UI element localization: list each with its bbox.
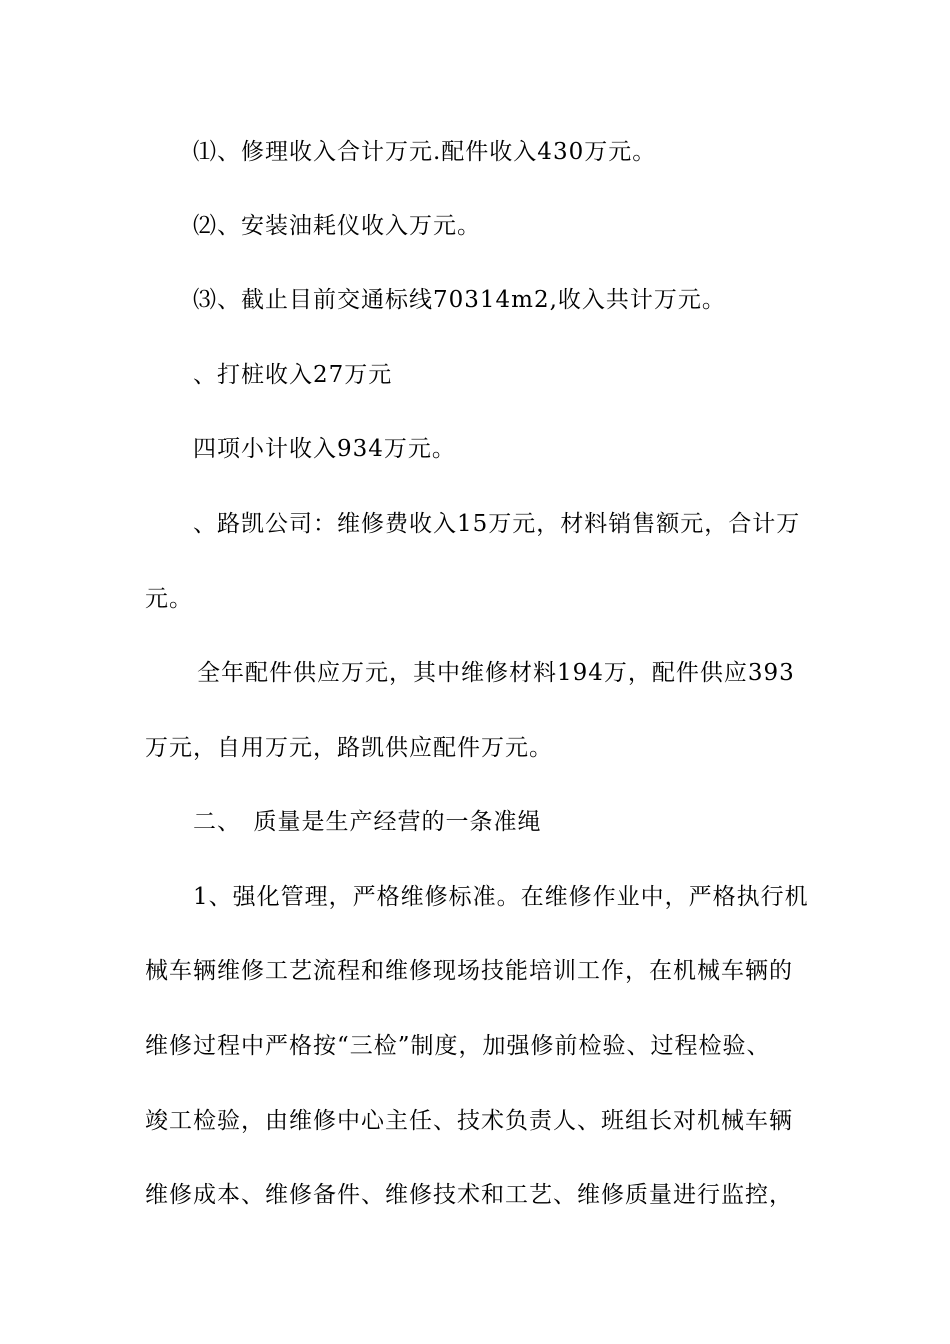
lukai-company-paragraph-line-1: 、路凯公司：维修费收入15万元，材料销售额元，合计万 bbox=[193, 511, 801, 537]
income-item-piling: 、打桩收入27万元 bbox=[193, 362, 393, 388]
income-item-fuel-meter: ⑵、安装油耗仪收入万元。 bbox=[193, 213, 481, 239]
income-item-traffic-marking: ⑶、截止目前交通标线70314m2,收入共计万元。 bbox=[193, 287, 726, 313]
parts-supply-paragraph-line-1: 全年配件供应万元，其中维修材料194万，配件供应393 bbox=[197, 660, 795, 686]
income-subtotal: 四项小计收入934万元。 bbox=[193, 436, 456, 462]
lukai-company-paragraph-line-2: 元。 bbox=[145, 586, 193, 612]
section-heading-quality: 二、 质量是生产经营的一条准绳 bbox=[193, 809, 542, 835]
quality-paragraph-line-5: 维修成本、维修备件、维修技术和工艺、维修质量进行监控， bbox=[145, 1182, 793, 1208]
quality-paragraph-line-4: 竣工检验，由维修中心主任、技术负责人、班组长对机械车辆 bbox=[145, 1108, 793, 1134]
quality-paragraph-line-2: 械车辆维修工艺流程和维修现场技能培训工作，在机械车辆的 bbox=[145, 958, 793, 984]
quality-paragraph-line-1: 1、强化管理，严格维修标准。在维修作业中，严格执行机 bbox=[193, 884, 809, 910]
quality-paragraph-line-3: 维修过程中严格按“三检”制度，加强修前检验、过程检验、 bbox=[145, 1033, 771, 1059]
parts-supply-paragraph-line-2: 万元，自用万元，路凯供应配件万元。 bbox=[145, 735, 553, 761]
income-item-repair: ⑴、修理收入合计万元.配件收入430万元。 bbox=[193, 139, 657, 165]
